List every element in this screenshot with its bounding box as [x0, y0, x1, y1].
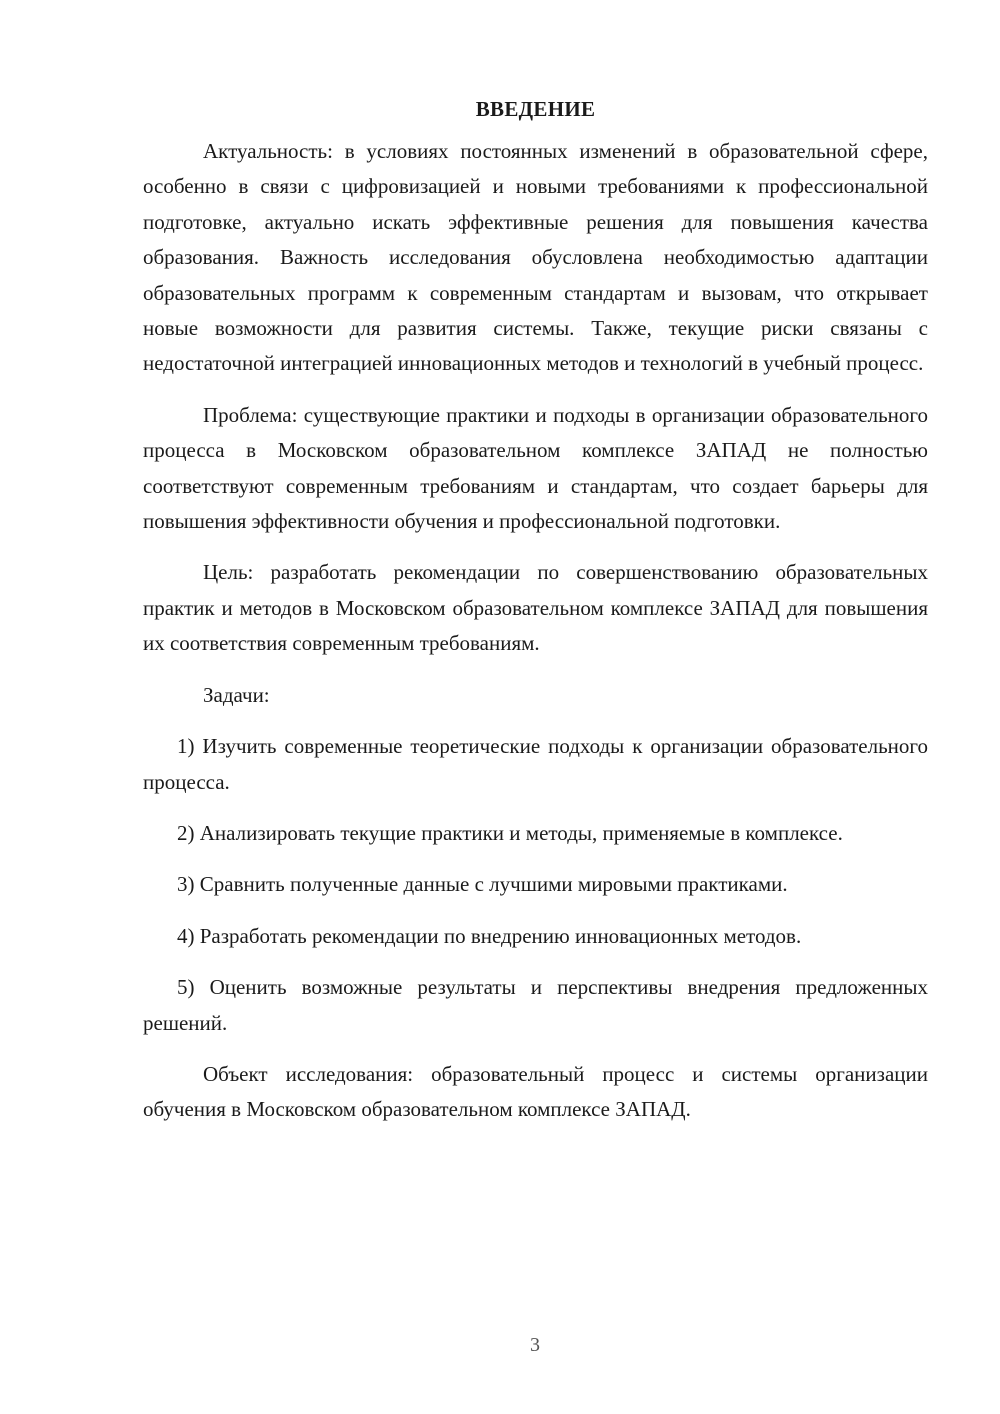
task-item: 3) Сравнить полученные данные с лучшими мировыми практиками. — [177, 872, 788, 897]
task-item: 1) Изучить современные теоретические подходы к организации образовательного процесса. — [143, 734, 928, 794]
task-item: 2) Анализировать текущие практики и методы, применяемые в комплексе. — [177, 820, 843, 845]
task-item: 4) Разработать рекомендации по внедрению инновационных методов. — [177, 923, 802, 948]
paragraph-problem: Проблема: существующие практики и подходы в организации образовательного процесса в Московском образовательном комплексе ЗАПАД не полностью соответствуют современным требованиям и стандартам, что создает барьеры для повышения эффективности обучения и профессиональной подготовки. — [143, 402, 928, 534]
section-title: ВВЕДЕНИЕ — [475, 97, 596, 121]
task-item: 5) Оценить возможные результаты и перспективы внедрения предложенных решений. — [143, 975, 928, 1035]
page-number: 3 — [530, 1334, 540, 1356]
tasks-heading: Задачи: — [203, 682, 270, 707]
paragraph-goal: Цель: разработать рекомендации по совершенствованию образовательных практик и методов в Московском образовательном комплексе ЗАПАД для повышения их соответствия современным требованиям. — [143, 560, 928, 656]
paragraph-relevance: Актуальность: в условиях постоянных изменений в образовательной сфере, особенно в связи с цифровизацией и новыми требованиями к профессиональной подготовке, актуально искать эффективные решения для повышения качества образования. Важность исследования обусловлена необходимостью адаптации образовательных программ к современным стандартам и вызовам, что открывает новые возможности для развития системы. Также, текущие риски связаны с недостаточной интеграцией инновационных методов и технологий в учебный процесс. — [143, 139, 928, 376]
paragraph-object: Объект исследования: образовательный процесс и системы организации обучения в Московском образовательном комплексе ЗАПАД. — [143, 1061, 928, 1122]
document-page — [143, 92, 928, 1128]
